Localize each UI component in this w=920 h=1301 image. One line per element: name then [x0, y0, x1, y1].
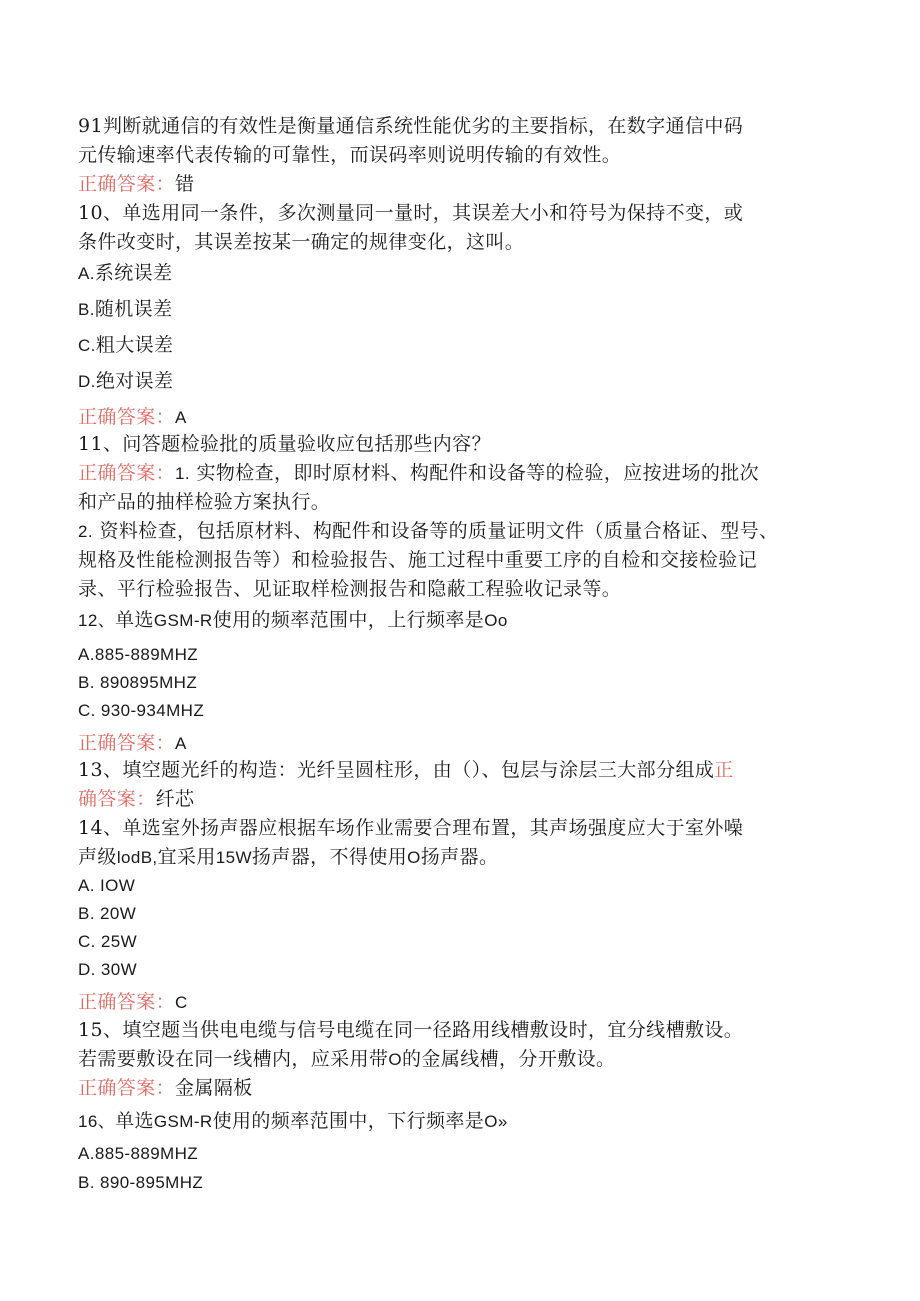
q16-option-a: A.885-889MHZ	[78, 1144, 199, 1163]
question-stem: 使用的频率范围中，上行频率是	[212, 609, 485, 631]
question-code: GSM-R	[153, 1112, 213, 1131]
stem-part: 扬声器。	[420, 846, 499, 868]
q15-stem-line2	[78, 1045, 848, 1074]
q12-option-b: B. 890895MHZ	[78, 673, 198, 692]
stem-part: O	[388, 1050, 403, 1069]
stem-part: 宜采用	[157, 846, 216, 868]
q11-answer-line1	[78, 459, 848, 488]
q9-stem-line1: 91判断就通信的有效性是衡量通信系统性能优劣的主要指标，在数字通信中码	[78, 115, 744, 137]
question-type: 单选	[115, 1110, 154, 1132]
answer-value: C	[175, 993, 188, 1012]
option-text: 绝对误差	[95, 370, 174, 392]
stem-part: O	[407, 848, 421, 867]
answer-label: 正确答案：	[78, 1077, 176, 1099]
q13-stem	[78, 756, 848, 784]
q10-option-a	[78, 259, 848, 288]
answer-label: 正确答案：	[78, 406, 176, 428]
answer-text: 资料检查，包括原材料、构配件和设备等的质量证明文件（质量合格证、型号、	[99, 520, 779, 542]
stem-part: 扬声器，不得使用	[251, 846, 408, 868]
answer-text: 实物检查，即时原材料、构配件和设备等的检验，应按进场的批次	[196, 462, 760, 484]
answer-label-part2: 确答案：	[78, 788, 156, 810]
q10-option-b	[78, 295, 848, 324]
q12-answer	[78, 729, 848, 758]
answer-value: 纤芯	[155, 788, 195, 810]
option-letter: A.	[78, 264, 95, 283]
q14-option-b: B. 20W	[78, 904, 137, 923]
question-stem: 13、填空题光纤的构造：光纤呈圆柱形，由（）、包层与涂层三大部分组成	[78, 759, 715, 781]
q14-option-a: A. IOW	[78, 876, 136, 895]
stem-part: lodB,	[116, 848, 158, 867]
q16-stem	[78, 1107, 848, 1136]
q9-stem-line2: 元传输速率代表传输的可靠性，而误码率则说明传输的有效性。	[78, 144, 622, 166]
q10-option-c	[78, 331, 848, 360]
answer-value: 金属隔板	[175, 1077, 253, 1099]
answer-value: 错	[175, 173, 195, 195]
stem-part: 声级	[78, 846, 117, 868]
q10-answer	[78, 403, 848, 432]
option-letter: C.	[78, 336, 96, 355]
question-type: 单选	[115, 609, 154, 631]
answer-item-number: 1.	[175, 464, 190, 483]
q11-answer-line5: 录、平行检验报告、见证取样检测报告和隐蔽工程验收记录等。	[78, 578, 622, 600]
answer-value: A	[175, 734, 187, 753]
question-tail: O»	[484, 1112, 508, 1131]
question-code: GSM-R	[153, 611, 213, 630]
question-number: 12、	[78, 611, 116, 630]
stem-part: 的金属线槽，分开敷设。	[402, 1048, 616, 1070]
answer-label-part1: 正	[714, 759, 734, 781]
option-text: 粗大误差	[95, 334, 174, 356]
q10-stem-line2: 条件改变时，其误差按某一确定的规律变化，这叫。	[78, 231, 525, 253]
q14-answer	[78, 988, 848, 1017]
question-number: 16、	[78, 1112, 116, 1131]
q16-option-b: B. 890-895MHZ	[78, 1173, 204, 1192]
q14-option-c: C. 25W	[78, 932, 138, 951]
option-letter: B.	[78, 300, 95, 319]
answer-label: 正确答案：	[78, 173, 176, 195]
q12-option-c: C. 930-934MHZ	[78, 701, 205, 720]
answer-label: 正确答案：	[78, 732, 176, 754]
q14-stem-line2	[78, 843, 848, 872]
q12-option-a: A.885-889MHZ	[78, 645, 199, 664]
stem-part: 若需要敷设在同一线槽内，应采用带	[78, 1048, 389, 1070]
q14-stem-line1: 14、单选室外扬声器应根据车场作业需要合理布置，其声场强度应大于室外噪	[78, 817, 744, 839]
answer-value: A	[175, 408, 187, 427]
option-text: 随机误差	[94, 298, 173, 320]
q10-option-d	[78, 367, 848, 396]
q15-answer	[78, 1074, 848, 1102]
q11-answer-line2: 和产品的抽样检验方案执行。	[78, 491, 331, 513]
q11-answer-line4: 规格及性能检测报告等）和检验报告、施工过程中重要工序的自检和交接检验记	[78, 549, 758, 571]
answer-label: 正确答案：	[78, 991, 176, 1013]
option-letter: D.	[78, 372, 96, 391]
option-text: 系统误差	[94, 262, 173, 284]
q12-stem	[78, 606, 848, 635]
question-tail: Oo	[484, 611, 508, 630]
answer-item-number: 2.	[78, 522, 93, 541]
q9-answer	[78, 170, 848, 198]
q15-stem-line1: 15、填空题当供电电缆与信号电缆在同一径路用线槽敷设时，宜分线槽敷设。	[78, 1019, 744, 1041]
q11-stem: 11、问答题检验批的质量验收应包括那些内容？	[78, 433, 491, 455]
q11-answer-line3	[78, 517, 848, 546]
stem-part: 15W	[215, 848, 252, 867]
q10-stem-line1: 10、单选用同一条件，多次测量同一量时，其误差大小和符号为保持不变，或	[78, 202, 744, 224]
q13-answer	[78, 785, 848, 813]
question-stem: 使用的频率范围中，下行频率是	[212, 1110, 485, 1132]
q14-option-d: D. 30W	[78, 960, 138, 979]
answer-label: 正确答案：	[78, 462, 176, 484]
